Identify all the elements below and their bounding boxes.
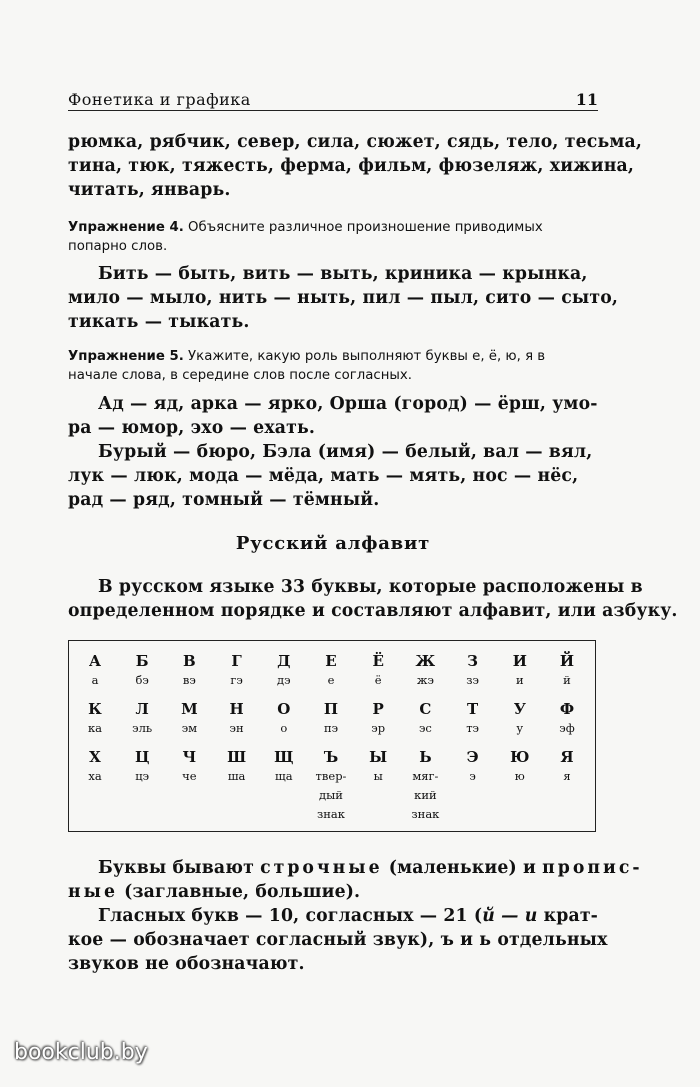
text-line: кое — обозначает согласный звук), ъ и ь отдельных <box>68 930 608 950</box>
text-fragment: крат- <box>537 906 598 926</box>
alphabet-letter: Я <box>560 748 574 766</box>
alphabet-cell <box>118 651 166 690</box>
alphabet-letter: Т <box>467 700 479 718</box>
alphabet-letter: Б <box>135 652 149 670</box>
alphabet-cell <box>496 699 544 738</box>
alphabet-letter-name: э <box>469 769 476 783</box>
exercise-5-examples-2 <box>68 440 598 512</box>
exercise-text: Укажите, какую роль выполняют буквы е, ё, ю, я в <box>183 349 546 364</box>
exercise-4-examples <box>68 262 619 334</box>
alphabet-letter-name: ё <box>374 673 382 687</box>
text-line: лук — люк, мода — мёда, мать — мять, нос — нёс, <box>68 466 579 486</box>
exercise-5-task <box>68 347 598 385</box>
letters-case-paragraph <box>68 856 643 904</box>
alphabet-cell <box>118 699 166 738</box>
exercise-4-task <box>68 218 598 256</box>
alphabet-cell <box>307 651 355 690</box>
alphabet-cell <box>543 747 591 786</box>
alphabet-letter-name: эн <box>229 721 244 735</box>
alphabet-cell <box>165 747 213 786</box>
alphabet-letter: Р <box>372 700 384 718</box>
alphabet-letter: А <box>88 652 102 670</box>
alphabet-letter-name: эс <box>418 721 432 735</box>
alphabet-letter-name: вэ <box>182 673 196 687</box>
alphabet-letter: Х <box>89 748 101 766</box>
alphabet-letter-name: тэ <box>466 721 479 735</box>
spaced-term: строчные <box>260 858 383 878</box>
alphabet-cell <box>260 651 308 690</box>
exercise-5-examples-1 <box>68 392 598 440</box>
alphabet-cell <box>165 699 213 738</box>
alphabet-letter: К <box>88 700 102 718</box>
alphabet-letter-name: твер- дый знак <box>315 769 347 821</box>
exercise-text: Объясните различное произношение приводимых <box>183 220 543 235</box>
alphabet-cell <box>213 747 261 786</box>
alphabet-letter: Ж <box>415 652 436 670</box>
alphabet-letter-name: я <box>563 769 571 783</box>
italic-fragment: й — и <box>482 906 538 926</box>
alphabet-cell <box>354 699 402 738</box>
alphabet-letter-name: ха <box>88 769 102 783</box>
text-line: Бить — быть, вить — выть, криника — крынка, <box>98 264 588 284</box>
alphabet-letter: О <box>277 700 291 718</box>
alphabet-cell <box>71 699 119 738</box>
alphabet-cell <box>449 747 497 786</box>
text-fragment: (маленькие) и <box>382 858 543 878</box>
alphabet-letter-name: жэ <box>416 673 434 687</box>
alphabet-cell <box>118 747 166 786</box>
alphabet-cell <box>401 651 449 690</box>
alphabet-letter: Ч <box>182 748 197 766</box>
text-fragment: Буквы бывают <box>98 858 261 878</box>
alphabet-letter-name: е <box>327 673 335 687</box>
intro-paragraph <box>68 130 642 202</box>
alphabet-cell <box>543 699 591 738</box>
alphabet-letter: П <box>323 700 339 718</box>
alphabet-cell <box>71 651 119 690</box>
spaced-term: ные <box>68 882 118 902</box>
alphabet-letter: Л <box>135 700 149 718</box>
alphabet-letter-name: ю <box>514 769 525 783</box>
alphabet-letter: Ц <box>134 748 150 766</box>
exercise-label: Упражнение 4. <box>68 220 184 235</box>
alphabet-letter-name: ща <box>275 769 293 783</box>
alphabet-letter-name: й <box>563 673 571 687</box>
alphabet-letter: М <box>181 700 198 718</box>
text-line: тина, тюк, тяжесть, ферма, фильм, фюзеляж, хижина, <box>68 156 635 176</box>
alphabet-cell <box>496 651 544 690</box>
running-head <box>68 86 598 111</box>
text-line: Ад — яд, арка — ярко, Орша (город) — ёрш, умо- <box>98 394 598 414</box>
alphabet-cell <box>165 651 213 690</box>
alphabet-letter-name: эль <box>132 721 153 735</box>
alphabet-letter-name: ка <box>87 721 103 735</box>
letter-counts-paragraph <box>68 904 608 976</box>
alphabet-letter: И <box>512 652 527 670</box>
alphabet-cell <box>71 747 119 786</box>
alphabet-letter: Ю <box>510 748 530 766</box>
alphabet-letter-name: а <box>91 673 99 687</box>
alphabet-letter: Й <box>559 652 575 670</box>
chapter-title: Фонетика и графика <box>68 90 251 109</box>
alphabet-intro <box>68 575 678 623</box>
text-line: мило — мыло, нить — ныть, пил — пыл, сито — сыто, <box>68 288 619 308</box>
alphabet-cell <box>260 699 308 738</box>
text-line: Бурый — бюро, Бэла (имя) — белый, вал — вял, <box>98 442 593 462</box>
text-line: В русском языке 33 буквы, которые расположены в <box>98 577 643 597</box>
text-line: рад — ряд, томный — тёмный. <box>68 490 380 510</box>
alphabet-letter: Щ <box>274 748 294 766</box>
section-heading: Русский алфавит <box>235 533 431 554</box>
alphabet-cell <box>449 651 497 690</box>
alphabet-cell <box>213 651 261 690</box>
exercise-label: Упражнение 5. <box>68 349 184 364</box>
alphabet-letter-name: зэ <box>466 673 479 687</box>
alphabet-letter-name: и <box>515 673 524 687</box>
alphabet-cell <box>401 699 449 738</box>
alphabet-cell <box>307 699 355 738</box>
alphabet-letter-name: цэ <box>135 769 150 783</box>
alphabet-letter: Ё <box>372 652 384 670</box>
alphabet-cell <box>496 747 544 786</box>
watermark: bookclub.by <box>14 1040 148 1065</box>
alphabet-letter-name: ы <box>373 769 383 783</box>
text-line: звуков не обозначают. <box>68 954 305 974</box>
text-fragment: (заглавные, большие). <box>117 882 361 902</box>
alphabet-cell <box>543 651 591 690</box>
alphabet-cell <box>307 747 355 824</box>
alphabet-letter-name: бэ <box>135 673 149 687</box>
page-number: 11 <box>575 90 598 109</box>
alphabet-letter: Н <box>229 700 244 718</box>
alphabet-letter-name: гэ <box>230 673 243 687</box>
text-line: читать, январь. <box>68 180 231 200</box>
alphabet-letter-name: мяг- кий знак <box>411 769 440 821</box>
alphabet-letter: З <box>467 652 478 670</box>
alphabet-cell <box>213 699 261 738</box>
alphabet-letter-name: дэ <box>277 673 291 687</box>
alphabet-letter: Г <box>231 652 242 670</box>
alphabet-letter-name: эр <box>371 721 386 735</box>
exercise-text: начале слова, в середине слов после согласных. <box>68 368 412 383</box>
alphabet-cell <box>260 747 308 786</box>
alphabet-table <box>68 640 596 832</box>
text-line: определенном порядке и составляют алфавит, или азбуку. <box>68 601 678 621</box>
alphabet-letter: Ы <box>369 748 388 766</box>
alphabet-letter: У <box>513 700 526 718</box>
text-line: рюмка, рябчик, север, сила, сюжет, сядь, тело, тесьма, <box>68 132 642 152</box>
alphabet-letter: Ь <box>419 748 432 766</box>
text-line: тикать — тыкать. <box>68 312 250 332</box>
alphabet-cell <box>401 747 449 824</box>
alphabet-letter-name: эм <box>181 721 198 735</box>
exercise-text: попарно слов. <box>68 239 168 254</box>
alphabet-letter-name: у <box>516 721 524 735</box>
alphabet-cell <box>449 699 497 738</box>
text-line: ра — юмор, эхо — ехать. <box>68 418 316 438</box>
alphabet-letter-name: пэ <box>323 721 339 735</box>
alphabet-letter-name: че <box>182 769 197 783</box>
alphabet-letter: Ф <box>559 700 575 718</box>
alphabet-letter: Э <box>466 748 479 766</box>
alphabet-letter-name: о <box>280 721 288 735</box>
alphabet-letter: Е <box>325 652 337 670</box>
alphabet-cell <box>354 651 402 690</box>
alphabet-letter: Ъ <box>323 748 339 766</box>
alphabet-cell <box>354 747 402 786</box>
alphabet-letter: Ш <box>227 748 247 766</box>
alphabet-letter: В <box>183 652 196 670</box>
alphabet-letter: С <box>419 700 432 718</box>
alphabet-letter: Д <box>277 652 291 670</box>
alphabet-letter-name: ша <box>227 769 246 783</box>
spaced-term: пропис- <box>542 858 643 878</box>
text-fragment: Гласных букв — 10, согласных — 21 ( <box>98 906 483 926</box>
alphabet-letter-name: эф <box>559 721 575 735</box>
